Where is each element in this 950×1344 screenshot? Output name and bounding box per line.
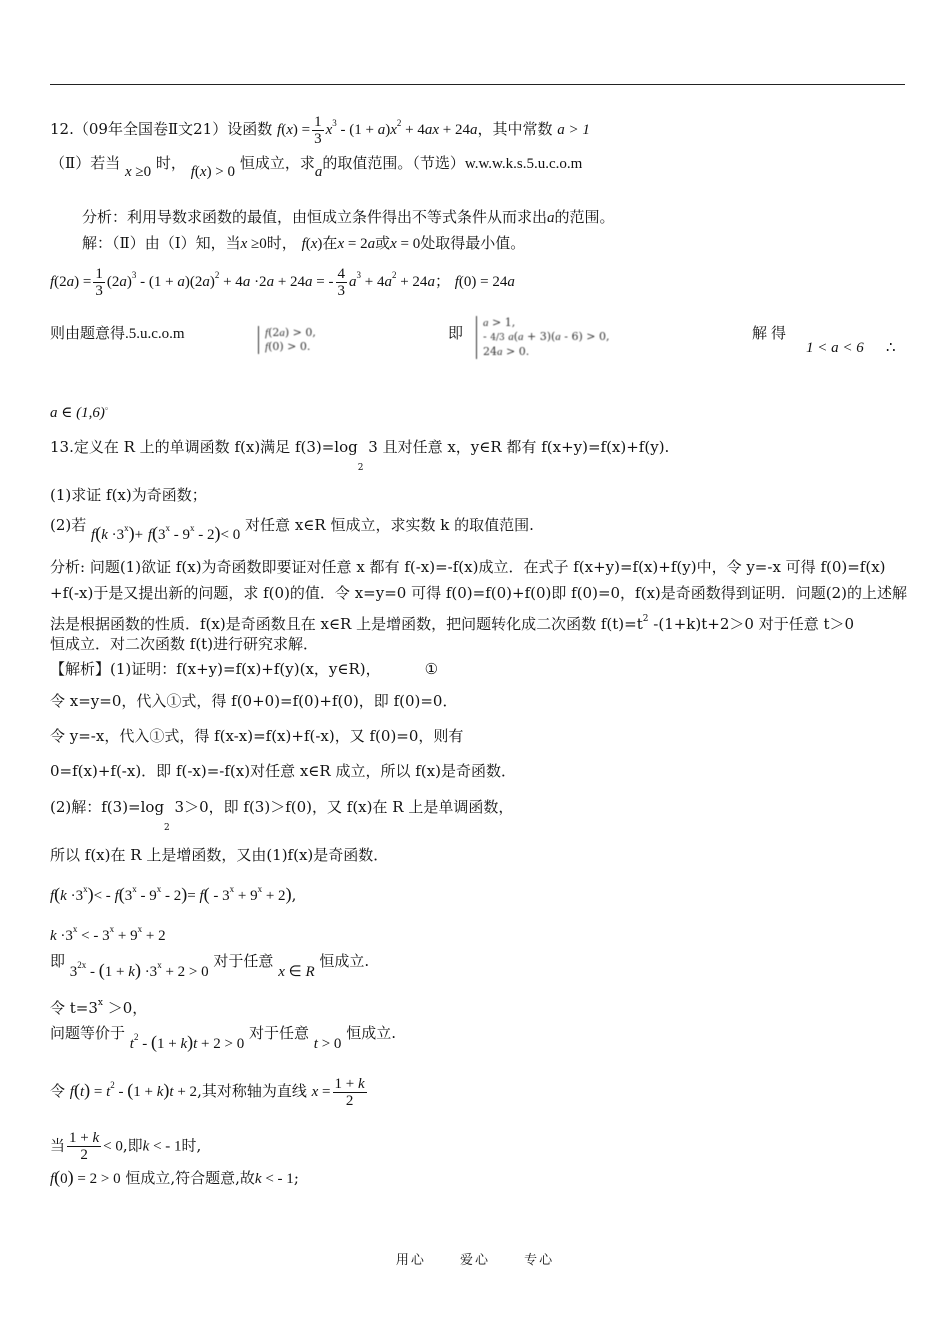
p13-step-12: 当 $\frac{1 + k}{2}$ < 0,即k < - 1时, [50, 1130, 202, 1163]
p12-range: 1 < a < 6 [806, 340, 864, 356]
p13-step-2: 令 y=-x，代入①式，得 f(x-x)=f(x)+f(-x)，又 f(0)=0，则有 [50, 727, 464, 745]
p12-system-line: 则由题意得.5.u.c.o.m [50, 324, 185, 342]
header-rule [50, 84, 905, 85]
p12-final: a ∈ (1,6)。 [50, 402, 114, 421]
p12-ji: 即 [448, 324, 464, 342]
p13-analysis-3: 法是根据函数的性质．f(x)是奇函数且在 x∈R 上是增函数，把问题转化成二次函数 $f(t)=t^2$ -(1+k)t+2＞0 对于任意 t＞0 [50, 614, 855, 633]
page-footer [0, 1249, 950, 1268]
p12-solution: 解：（Ⅱ）由（Ⅰ）知，当x ≥0时， f(x)在x = 2a或x = 0处取得最小值。 [82, 234, 526, 252]
p13-step-1: 令 x=y=0，代入①式，得 f(0+0)=f(0)+f(0)，即 f(0)=0． [50, 692, 458, 710]
p13-analysis-4: 恒成立．对二次函数 f(t)进行研究求解． [50, 635, 319, 653]
p13-step-7: $k \cdot 3^x$ < - $3^x + 9^x + 2$ [50, 924, 166, 944]
p12-part2: （Ⅱ）若当 x ≥0 时， f(x) > 0 恒成立，求a的取值范围。（节选）w.w.w.k.s.5.u.c.o.m [50, 154, 583, 180]
footer-text-1: 用心 [395, 1253, 426, 1268]
footer-text-2: 爱心 [459, 1253, 490, 1268]
p13-question: 13.定义在 R 上的单调函数 f(x)满足 $f(3)=\log_2$ 3 且对任意 x，y∈R 都有 f(x+y)=f(x)+f(y). [50, 438, 670, 473]
p13-q1: (1)求证 f(x)为奇函数； [50, 486, 207, 504]
p13-step-8: 即 $3^{2x} - (1 + k) \cdot 3^x + 2 > 0$ 对于任意 x ∈ R 恒成立. [50, 952, 370, 980]
p13-step-10: 问题等价于 $t^2 - (1 + k)t + 2 > 0$ 对于任意 t > 0 恒成立. [50, 1024, 396, 1052]
p13-step-6: $f(k \cdot 3^x)< - f(3^x - 9^x - 2)= f( - 3^x + 9^x + 2)$, [50, 884, 297, 904]
p13-analysis-1: 分析: 问题(1)欲证 f(x)为奇函数即要证对任意 x 都有 f(-x)=-f(x)成立．在式子 f(x+y)=f(x)+f(y)中，令 y=-x 可得 f(0)=f(x) [50, 558, 886, 576]
p13-q2: (2)若 $f(k \cdot 3^x)+ f(3^x - 9^x - 2)< 0$ 对任意 x∈R 恒成立，求实数 k 的取值范围. [50, 516, 534, 543]
p13-step-4: (2)解：$f(3)=\log_2$ 3＞0，即 f(3)＞f(0)，又 f(x)在 R 上是单调函数， [50, 798, 514, 833]
p13-step-11: 令 $f(t) = t^2 - (1 + k)t + 2$,其对称轴为直线 x = $\frac{1 + k}{2}$ [50, 1075, 365, 1109]
p12-analysis: 分析：利用导数求函数的最值，由恒成立条件得出不等式条件从而求出a的范围。 [82, 208, 615, 226]
footer-text-3: 专心 [524, 1253, 555, 1268]
p13-step-9: 令 $t=3^x >0$， [50, 998, 148, 1017]
p13-step-3: 0=f(x)+f(-x)．即 f(-x)=-f(x)对任意 x∈R 成立，所以 f(x)是奇函数． [50, 762, 516, 780]
p13-step-13: f(0) = 2 > 0 恒成立,符合题意,故k < - 1; [50, 1167, 299, 1187]
p12-formula: f(2a) = $\frac{1}{3}$ $(2a)^3 - (1 + a)(2a)^2 + 4a \cdot 2a + 24a$ = - $\frac{4}{3}$ $a^3 + 4a^2 + 24a$； f(0) = 24a [50, 265, 515, 299]
p12-system-1: f(2a) > 0, f(0) > 0. [258, 326, 316, 354]
p13-analysis-2: +f(-x)于是又提出新的问题，求 f(0)的值．令 x=y=0 可得 f(0)=f(0)+f(0)即 f(0)=0，f(x)是奇函数得到证明．问题(2)的上述解 [50, 584, 908, 602]
p12-question: 12.（09年全国卷Ⅱ文21）设函数 f(x) = $\frac{1}{3}$ $x^3 - (1 + a)x^2 + 4ax + 24a$，其中常数 a > 1 [50, 113, 590, 147]
p12-system-2: a > 1, - 4/3 a(a + 3)(a - 6) > 0, 24a > 0. [476, 316, 610, 359]
p13-step-5: 所以 f(x)在 R 上是增函数，又由(1)f(x)是奇函数． [50, 846, 389, 864]
p13-jiexi: 【解析】(1)证明：f(x+y)=f(x)+f(y)(x，y∈R)， ① [50, 660, 439, 678]
p12-therefore: ∴ [886, 338, 896, 356]
p12-jiede: 解得 [752, 324, 791, 342]
